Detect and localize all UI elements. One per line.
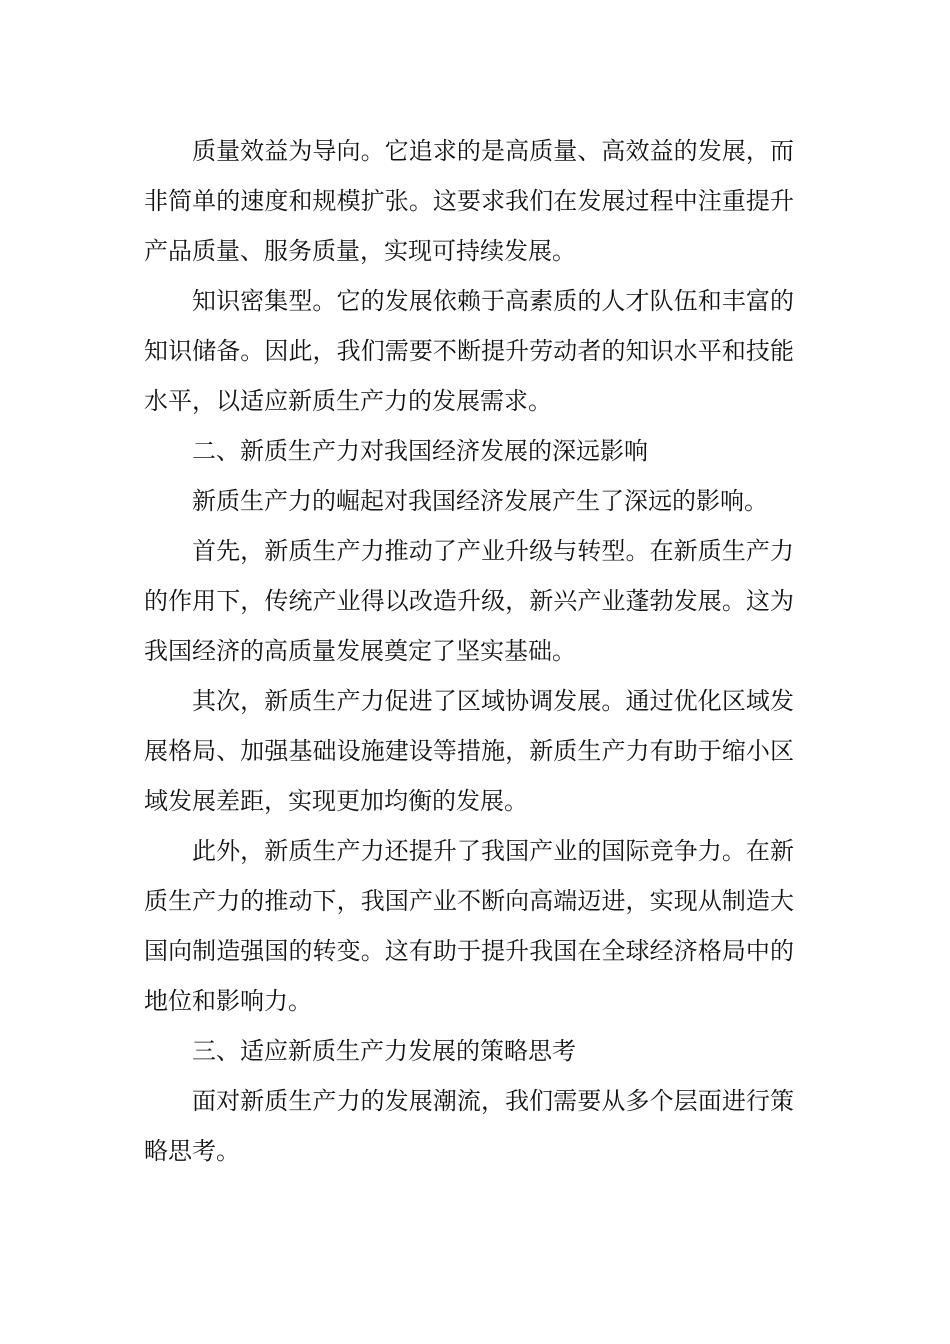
paragraph-strategy-intro: 面对新质生产力的发展潮流，我们需要从多个层面进行策略思考。 <box>144 1087 794 1165</box>
paragraph-impact-intro: 新质生产力的崛起对我国经济发展产生了深远的影响。 <box>192 487 768 515</box>
paragraph-knowledge-intensive: 知识密集型。它的发展依赖于高素质的人才队伍和丰富的知识储备。因此，我们需要不断提升劳动者的知识水平和技能水平，以适应新质生产力的发展需求。 <box>144 287 794 415</box>
section-heading-2: 二、新质生产力对我国经济发展的深远影响 <box>192 437 648 465</box>
section-heading-3: 三、适应新质生产力发展的策略思考 <box>192 1037 576 1065</box>
paragraph-international-competitiveness: 此外，新质生产力还提升了我国产业的国际竞争力。在新质生产力的推动下，我国产业不断向高端迈进，实现从制造大国向制造强国的转变。这有助于提升我国在全球经济格局中的地位和影响力。 <box>144 837 794 1015</box>
paragraph-quality-benefit: 质量效益为导向。它追求的是高质量、高效益的发展，而非简单的速度和规模扩张。这要求我们在发展过程中注重提升产品质量、服务质量，实现可持续发展。 <box>144 137 794 265</box>
paragraph-first-industrial-upgrade: 首先，新质生产力推动了产业升级与转型。在新质生产力的作用下，传统产业得以改造升级，新兴产业蓬勃发展。这为我国经济的高质量发展奠定了坚实基础。 <box>144 537 794 665</box>
document-body <box>144 126 794 1176</box>
paragraph-second-regional-coordination: 其次，新质生产力促进了区域协调发展。通过优化区域发展格局、加强基础设施建设等措施，新质生产力有助于缩小区域发展差距，实现更加均衡的发展。 <box>144 687 794 815</box>
